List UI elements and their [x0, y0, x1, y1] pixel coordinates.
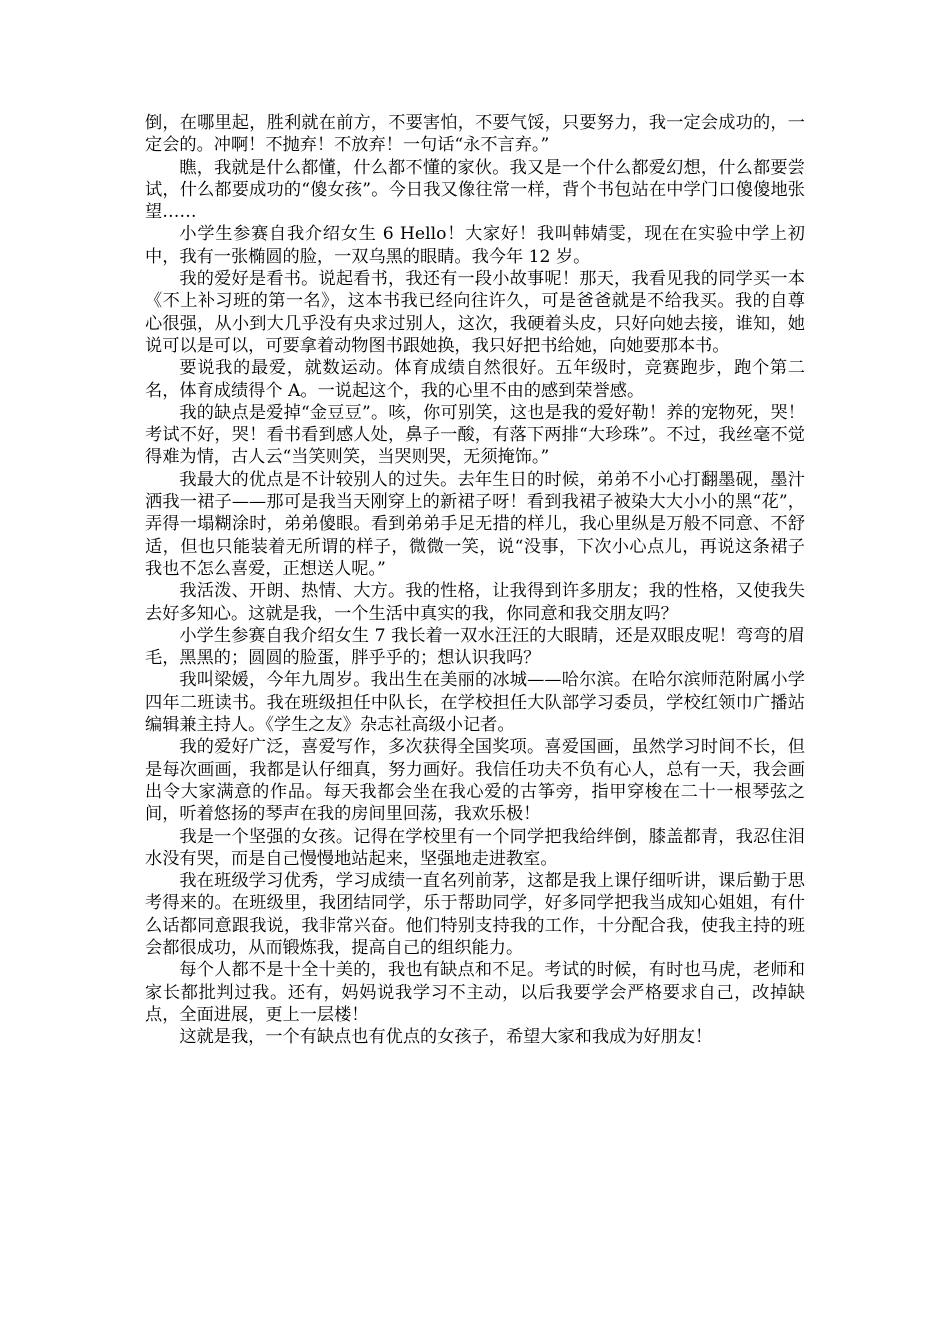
document-body: [145, 112, 805, 1048]
paragraph-intro-heading-6: 小学生参赛自我介绍女生 6 Hello！大家好！我叫韩婧雯，现在在实验中学上初中，我有一张椭圆的脸，一双乌黑的眼睛。我今年 12 岁。: [145, 224, 805, 267]
paragraph: 我活泼、开朗、热情、大方。我的性格，让我得到许多朋友；我的性格，又使我失去好多知心。这就是我，一个生活中真实的我，你同意和我交朋友吗？: [145, 581, 805, 624]
paragraph: 我的爱好广泛，喜爱写作，多次获得全国奖项。喜爱国画，虽然学习时间不长，但是每次画画，我都是认仔细真，努力画好。我信任功夫不负有心人，总有一天，我会画出令大家满意的作品。每天我都会坐在我心爱的古筝旁，指甲穿梭在二十一根琴弦之间，听着悠扬的琴声在我的房间里回荡，我欢乐极！: [145, 737, 805, 825]
paragraph: 瞧，我就是什么都懂，什么都不懂的家伙。我又是一个什么都爱幻想，什么都要尝试，什么都要成功的“傻女孩”。今日我又像往常一样，背个书包站在中学门口傻傻地张望……: [145, 157, 805, 223]
paragraph: 我在班级学习优秀，学习成绩一直名列前茅，这都是我上课仔细听讲，课后勤于思考得来的。在班级里，我团结同学，乐于帮助同学，好多同学把我当成知心姐姐，有什么话都同意跟我说，我非常兴奋。他们特别支持我的工作，十分配合我，使我主持的班会都很成功，从而锻炼我，提高自己的组织能力。: [145, 871, 805, 958]
paragraph: 我叫梁媛，今年九周岁。我出生在美丽的冰城——哈尔滨。在哈尔滨师范附属小学四年二班读书。我在班级担任中队长，在学校担任大队部学习委员，学校红领巾广播站编辑兼主持人。《学生之友》杂志社高级小记者。: [145, 670, 805, 736]
paragraph-continuation: 倒，在哪里起，胜利就在前方，不要害怕，不要气馁，只要努力，我一定会成功的，一定会的。冲啊！不抛弃！不放弃！一句话“永不言弃。”: [145, 113, 805, 156]
paragraph: 我的爱好是看书。说起看书，我还有一段小故事呢！那天，我看见我的同学买一本《不上补习班的第一名》，这本书我已经向往许久，可是爸爸就是不给我买。我的自尊心很强，从小到大几乎没有央求过别人，这次，我硬着头皮，只好向她去接，谁知，她说可以是可以，可要拿着动物图书跟她换，我只好把书给她，向她要那本书。: [145, 269, 805, 356]
paragraph: 要说我的最爱，就数运动。体育成绩自然很好。五年级时，竞赛跑步，跑个第二名，体育成绩得个 A。一说起这个，我的心里不由的感到荣誉感。: [145, 358, 805, 401]
paragraph-intro-heading-7: 小学生参赛自我介绍女生 7 我长着一双水汪汪的大眼睛，还是双眼皮呢！弯弯的眉毛，黑黑的；圆圆的脸蛋，胖乎乎的；想认识我吗？: [145, 625, 805, 669]
paragraph: 每个人都不是十全十美的，我也有缺点和不足。考试的时候，有时也马虎，老师和家长都批判过我。还有，妈妈说我学习不主动，以后我要学会严格要求自己，改掉缺点，全面进展，更上一层楼！: [145, 960, 805, 1025]
paragraph: 我最大的优点是不计较别人的过失。去年生日的时候，弟弟不小心打翻墨砚，墨汁洒我一裙子——那可是我当天刚穿上的新裙子呀！看到我裙子被染大大小小的黑“花”，弄得一塌糊涂时，弟弟傻眼。看到弟弟手足无措的样儿，我心里纵是万般不同意、不舒适，但也只能装着无所谓的样子，微微一笑，说“没事，下次小心点儿，再说这条裙子我也不怎么喜爱，正想送人呢。”: [145, 469, 805, 579]
paragraph-closing: 这就是我，一个有缺点也有优点的女孩子，希望大家和我成为好朋友！: [179, 1027, 713, 1048]
paragraph: 我是一个坚强的女孩。记得在学校里有一个同学把我给绊倒，膝盖都青，我忍住泪水没有哭，而是自己慢慢地站起来，坚强地走进教室。: [145, 826, 805, 869]
paragraph: 我的缺点是爱掉“金豆豆”。咳，你可别笑，这也是我的爱好勒！养的宠物死，哭！考试不好，哭！看书看到感人处，鼻子一酸，有落下两排“大珍珠”。不过，我丝毫不觉得难为情，古人云“当笑则笑，当哭则哭，无须掩饰。”: [145, 402, 805, 468]
